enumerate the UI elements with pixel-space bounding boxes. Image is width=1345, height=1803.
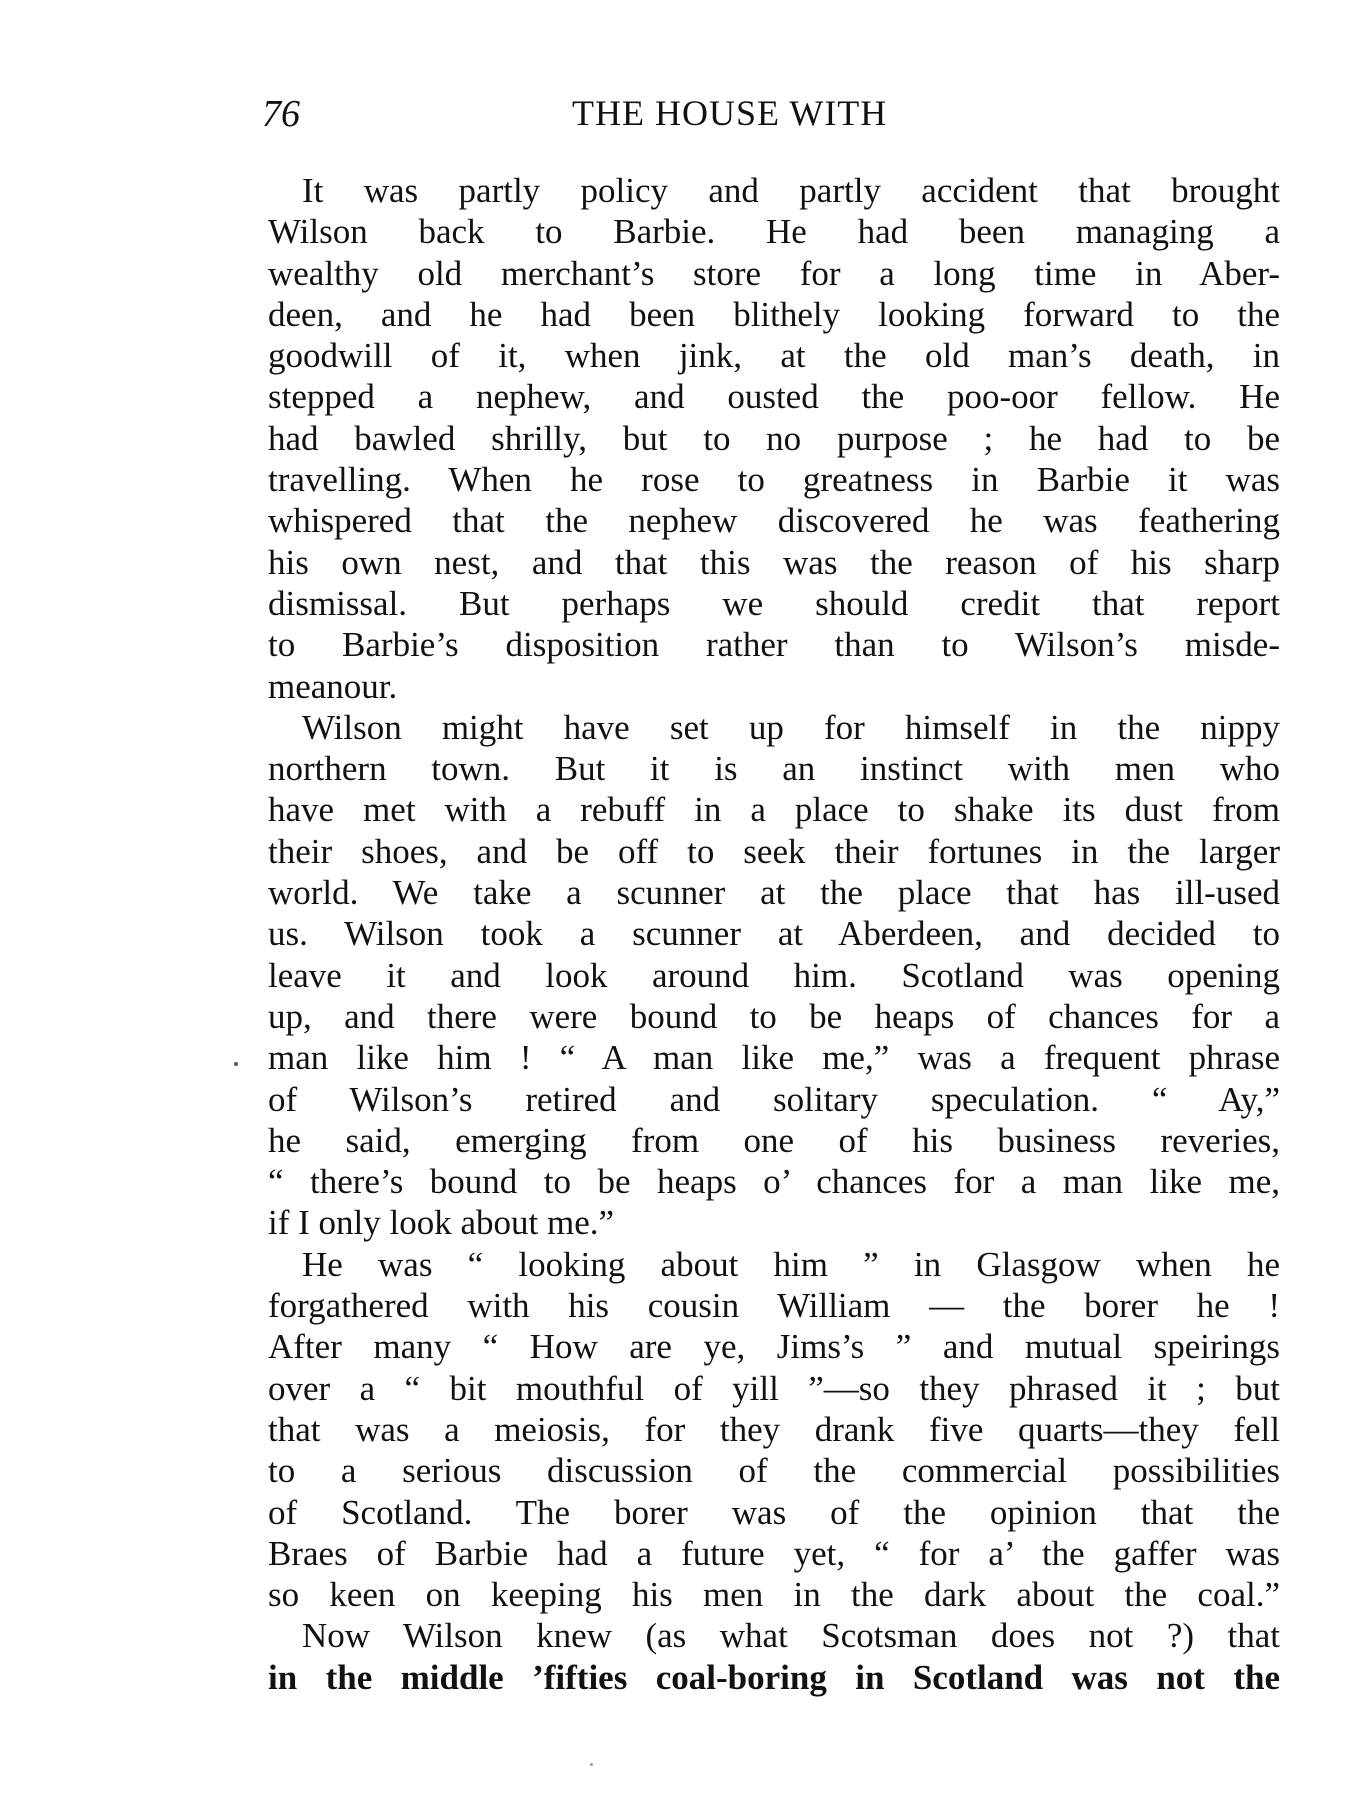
text-line: After many “ How are ye, Jims’s ” and mutual speirings: [268, 1327, 1280, 1367]
text-line: goodwill of it, when jink, at the old man’s death, in: [268, 336, 1280, 376]
text-line: of Scotland. The borer was of the opinion that the: [268, 1492, 1280, 1532]
running-head: [262, 92, 1282, 140]
text-line: had bawled shrilly, but to no purpose ; he had to be: [268, 418, 1280, 458]
text-line: over a “ bit mouthful of yill ”—so they phrased it ; but: [268, 1368, 1280, 1408]
text-line: northern town. But it is an instinct with men who: [268, 749, 1280, 789]
text-line: Wilson might have set up for himself in the nippy: [302, 707, 1280, 747]
text-line: to a serious discussion of the commercial possibilities: [268, 1451, 1280, 1491]
text-line: their shoes, and be off to seek their fortunes in the larger: [268, 831, 1280, 871]
text-line: meanour.: [268, 666, 398, 706]
text-line: so keen on keeping his men in the dark about the coal.”: [268, 1575, 1280, 1615]
text-line: Wilson back to Barbie. He had been managing a: [268, 212, 1280, 252]
page-number: 76: [262, 93, 300, 135]
text-line: stepped a nephew, and ousted the poo-oor fellow. He: [268, 377, 1280, 417]
scan-speck: [590, 1763, 593, 1766]
text-line: up, and there were bound to be heaps of chances for a: [268, 996, 1280, 1036]
text-line: to Barbie’s disposition rather than to Wilson’s misde-: [268, 625, 1280, 665]
text-line: Now Wilson knew (as what Scotsman does not ?) that: [302, 1616, 1280, 1656]
text-line: deen, and he had been blithely looking forward to the: [268, 294, 1280, 334]
text-line: have met with a rebuff in a place to shake its dust from: [268, 790, 1280, 830]
text-line: dismissal. But perhaps we should credit that report: [268, 583, 1280, 623]
text-line: He was “ looking about him ” in Glasgow when he: [302, 1244, 1280, 1284]
text-line: he said, emerging from one of his business reveries,: [268, 1120, 1280, 1160]
text-line: whispered that the nephew discovered he was feathering: [268, 501, 1280, 541]
text-line: us. Wilson took a scunner at Aberdeen, and decided to: [268, 914, 1280, 954]
running-title: THE HOUSE WITH: [572, 93, 888, 133]
text-line: wealthy old merchant’s store for a long time in Aber-: [268, 253, 1280, 293]
text-line: that was a meiosis, for they drank five quarts—they fell: [268, 1409, 1280, 1449]
text-line: man like him ! “ A man like me,” was a frequent phrase: [268, 1038, 1280, 1078]
text-line: of Wilson’s retired and solitary speculation. “ Ay,”: [268, 1079, 1280, 1119]
text-line: leave it and look around him. Scotland was opening: [268, 955, 1280, 995]
scan-speck: [234, 1062, 238, 1066]
body-text: [268, 170, 1280, 1698]
text-line: world. We take a scunner at the place that has ill-used: [268, 873, 1280, 913]
text-line: if I only look about me.”: [268, 1203, 615, 1243]
text-line: It was partly policy and partly accident that brought: [302, 171, 1280, 210]
text-line: “ there’s bound to be heaps o’ chances for a man like me,: [268, 1162, 1280, 1202]
text-line: in the middle ’fifties coal-boring in Scotland was not the: [268, 1657, 1280, 1697]
text-line: forgathered with his cousin William — the borer he !: [268, 1286, 1280, 1326]
text-line: travelling. When he rose to greatness in Barbie it was: [268, 460, 1280, 500]
text-line: his own nest, and that this was the reason of his sharp: [268, 542, 1280, 582]
text-line: Braes of Barbie had a future yet, “ for a’ the gaffer was: [268, 1533, 1280, 1573]
